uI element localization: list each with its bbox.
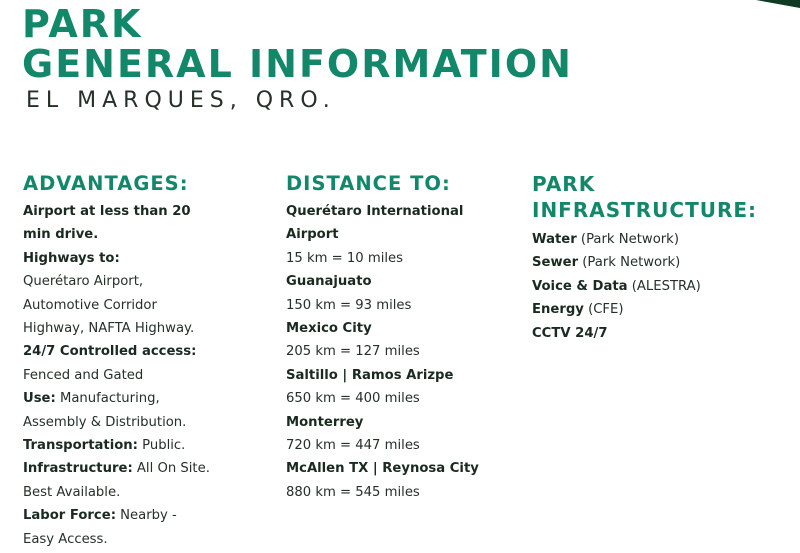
advantage-line: Fenced and Gated xyxy=(23,367,144,383)
infrastructure-label: Energy xyxy=(532,302,584,318)
infrastructure-heading-line-2: INFRASTRUCTURE: xyxy=(532,198,758,222)
destination-distance: 15 km = 10 miles xyxy=(286,250,404,266)
advantage-line: Highways to: xyxy=(23,250,120,266)
infrastructure-item xyxy=(532,228,794,251)
advantage-label: Labor Force: xyxy=(23,508,116,524)
infrastructure-section xyxy=(532,171,794,345)
destination-name: Guanajuato xyxy=(286,274,372,290)
distance-list xyxy=(286,200,526,504)
advantage-line: Assembly & Distribution. xyxy=(23,414,187,430)
page-title xyxy=(22,4,573,84)
destination-name: Mexico City xyxy=(286,321,372,337)
infrastructure-label: Voice & Data xyxy=(532,278,628,294)
infrastructure-provider: (Park Network) xyxy=(576,232,679,247)
infrastructure-item xyxy=(532,275,794,298)
infrastructure-provider: (CFE) xyxy=(583,302,624,318)
infrastructure-item xyxy=(532,322,794,345)
destination-name: McAllen TX | Reynosa City xyxy=(286,461,479,477)
title-line-1: PARK xyxy=(22,2,143,46)
advantages-list xyxy=(23,200,263,551)
advantage-label: Use: xyxy=(23,391,56,407)
advantage-line xyxy=(23,387,263,410)
infrastructure-item xyxy=(532,251,794,274)
destination-distance: 720 km = 447 miles xyxy=(286,438,420,454)
destination-name: Airport xyxy=(286,227,339,243)
advantage-line: Automotive Corridor xyxy=(23,297,157,313)
destination-name: Querétaro International xyxy=(286,204,464,219)
destination-distance: 880 km = 545 miles xyxy=(286,484,420,500)
distance-heading: DISTANCE TO: xyxy=(286,172,451,195)
advantages-heading: ADVANTAGES: xyxy=(23,172,189,195)
advantage-line: 24/7 Controlled access: xyxy=(23,344,197,360)
destination-distance: 205 km = 127 miles xyxy=(286,344,420,360)
distance-section xyxy=(286,171,526,504)
advantage-line xyxy=(23,504,263,527)
infrastructure-heading-line-1: PARK xyxy=(532,172,596,196)
infrastructure-heading xyxy=(532,171,794,223)
infrastructure-provider: (Park Network) xyxy=(578,255,681,271)
infrastructure-item xyxy=(532,298,794,321)
infrastructure-provider: (ALESTRA) xyxy=(627,278,701,294)
advantage-line: min drive. xyxy=(23,227,99,243)
destination-name: Saltillo | Ramos Arizpe xyxy=(286,367,454,383)
infrastructure-label: CCTV 24/7 xyxy=(532,325,608,341)
advantage-label: Transportation: xyxy=(23,438,138,454)
advantage-label: Infrastructure: xyxy=(23,461,133,477)
advantage-line xyxy=(23,457,263,480)
corner-decoration xyxy=(756,0,800,8)
advantage-line: Best Available. xyxy=(23,484,121,500)
advantage-line: Highway, NAFTA Highway. xyxy=(23,321,195,337)
infrastructure-list xyxy=(532,228,794,345)
page-subtitle: EL MARQUES, QRO. xyxy=(26,88,336,113)
title-line-2: GENERAL INFORMATION xyxy=(22,42,573,86)
advantage-value: Manufacturing, xyxy=(55,391,160,407)
advantage-line xyxy=(23,434,263,457)
destination-distance: 150 km = 93 miles xyxy=(286,297,412,313)
advantage-line: Airport at less than 20 xyxy=(23,204,191,219)
advantage-line: Easy Access. xyxy=(23,531,108,547)
destination-name: Monterrey xyxy=(286,414,364,430)
infrastructure-label: Water xyxy=(532,232,577,247)
advantage-value: Public. xyxy=(137,438,186,454)
destination-distance: 650 km = 400 miles xyxy=(286,391,420,407)
infrastructure-label: Sewer xyxy=(532,255,579,271)
advantages-section xyxy=(23,171,263,551)
advantage-line: Querétaro Airport, xyxy=(23,274,144,290)
advantage-value: All On Site. xyxy=(132,461,210,477)
advantage-value: Nearby - xyxy=(115,508,177,524)
